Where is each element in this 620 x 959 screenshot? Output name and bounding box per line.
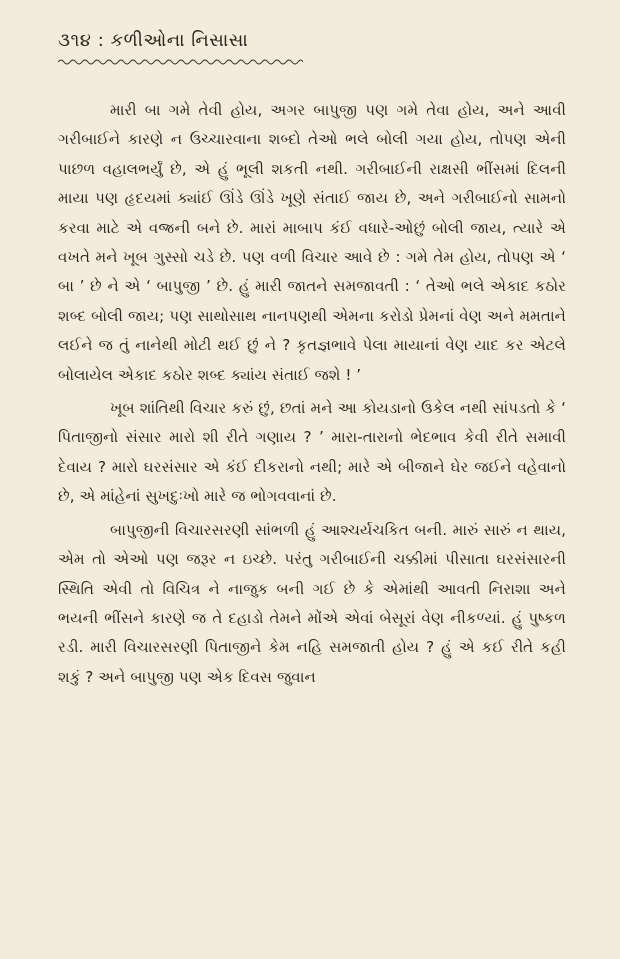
paragraph-1: મારી બા ગમે તેવી હોય, અગર બાપુજી પણ ગમે તેવા હોય, અને આવી ગરીબાઈને કારણે ન ઉચ્ચારવાના શબ્દો તેઓ ભલે બોલી ગયા હોય, તોપણ એની પાછળ વહાલભર્યું છે, એ હું ભૂલી શકતી નથી. ગરીબાઈની રાક્ષસી ભીંસમાં દિલની માયા પણ હૃદયમાં ક્યાંઈ ઊંડે ઊંડે ખૂણે સંતાઈ જાય છે, અને ગરીબાઈનો સામનો કરવા માટે એ વજ્રની બને છે. મારાં માબાપ કંઈ વધારે-ઓછું બોલી જાય, ત્યારે એ વખતે મને ખૂબ ગુસ્સો ચડે છે. પણ વળી વિચાર આવે છે : ગમે તેમ હોય, તોપણ એ ‘ બા ’ છે ને એ ‘ બાપુજી ’ છે. હું મારી જાતને સમજાવતી : ‘ તેઓ ભલે એકાદ કઠોર શબ્દ બોલી જાય; પણ સાથોસાથ નાનપણથી એમના કરોડો પ્રેમનાં વેણ અને મમતાને લઈને જ તું નાનેથી મોટી થઈ છું ને ? કૃતજ્ઞભાવે પેલા માયાનાં વેણ યાદ કર એટલે બોલાયેલ એકાદ કઠોર શબ્દ ક્યાંય સંતાઈ જશે ! ’ xyxy=(58,101,566,384)
page-header xyxy=(58,30,358,70)
paragraph-2: ખૂબ શાંતિથી વિચાર કરું છું, છતાં મને આ કોયડાનો ઉકેલ નથી સાંપડતો કે ‘ પિતાજીનો સંસાર મારો શી રીતે ગણાય ? ’ મારા-તારાનો ભેદભાવ કેવી રીતે સમાવી દેવાય ? મારો ઘરસંસાર એ કંઈ દીકરાનો નથી; મારે એ બીજાને ઘેર જઈને વહેવાનો છે, એ માંહેનાં સુખદુઃખો મારે જ ભોગવવાનાં છે. xyxy=(58,399,566,506)
paragraph-3: બાપુજીની વિચારસરણી સાંભળી હું આશ્ચર્યચકિત બની. મારું સારું ન થાય, એમ તો એઓ પણ જરૂર ન ઇચ્છે. પરંતુ ગરીબાઈની ચક્કીમાં પીસાતા ઘરસંસારની સ્થિતિ એવી તો વિચિત્ર ને નાજુક બની ગઈ છે કે એમાંથી આવતી નિરાશા અને ભયની ભીંસને કારણે જ તે દહાડો તેમને મોંએ એવાં બેસૂરાં વેણ નીકળ્યાં. હું પુષ્કળ રડી. મારી વિચારસરણી પિતાજીને કેમ નહિ સમજાતી હોય ? હું એ કઈ રીતે કહી શકું ? અને બાપુજી પણ એક દિવસ જુવાન xyxy=(58,520,566,686)
body-text xyxy=(58,96,566,696)
running-head: ૩૧૪ : કળીઓના નિસાસા xyxy=(58,30,249,51)
wavy-rule-ornament xyxy=(58,58,303,66)
